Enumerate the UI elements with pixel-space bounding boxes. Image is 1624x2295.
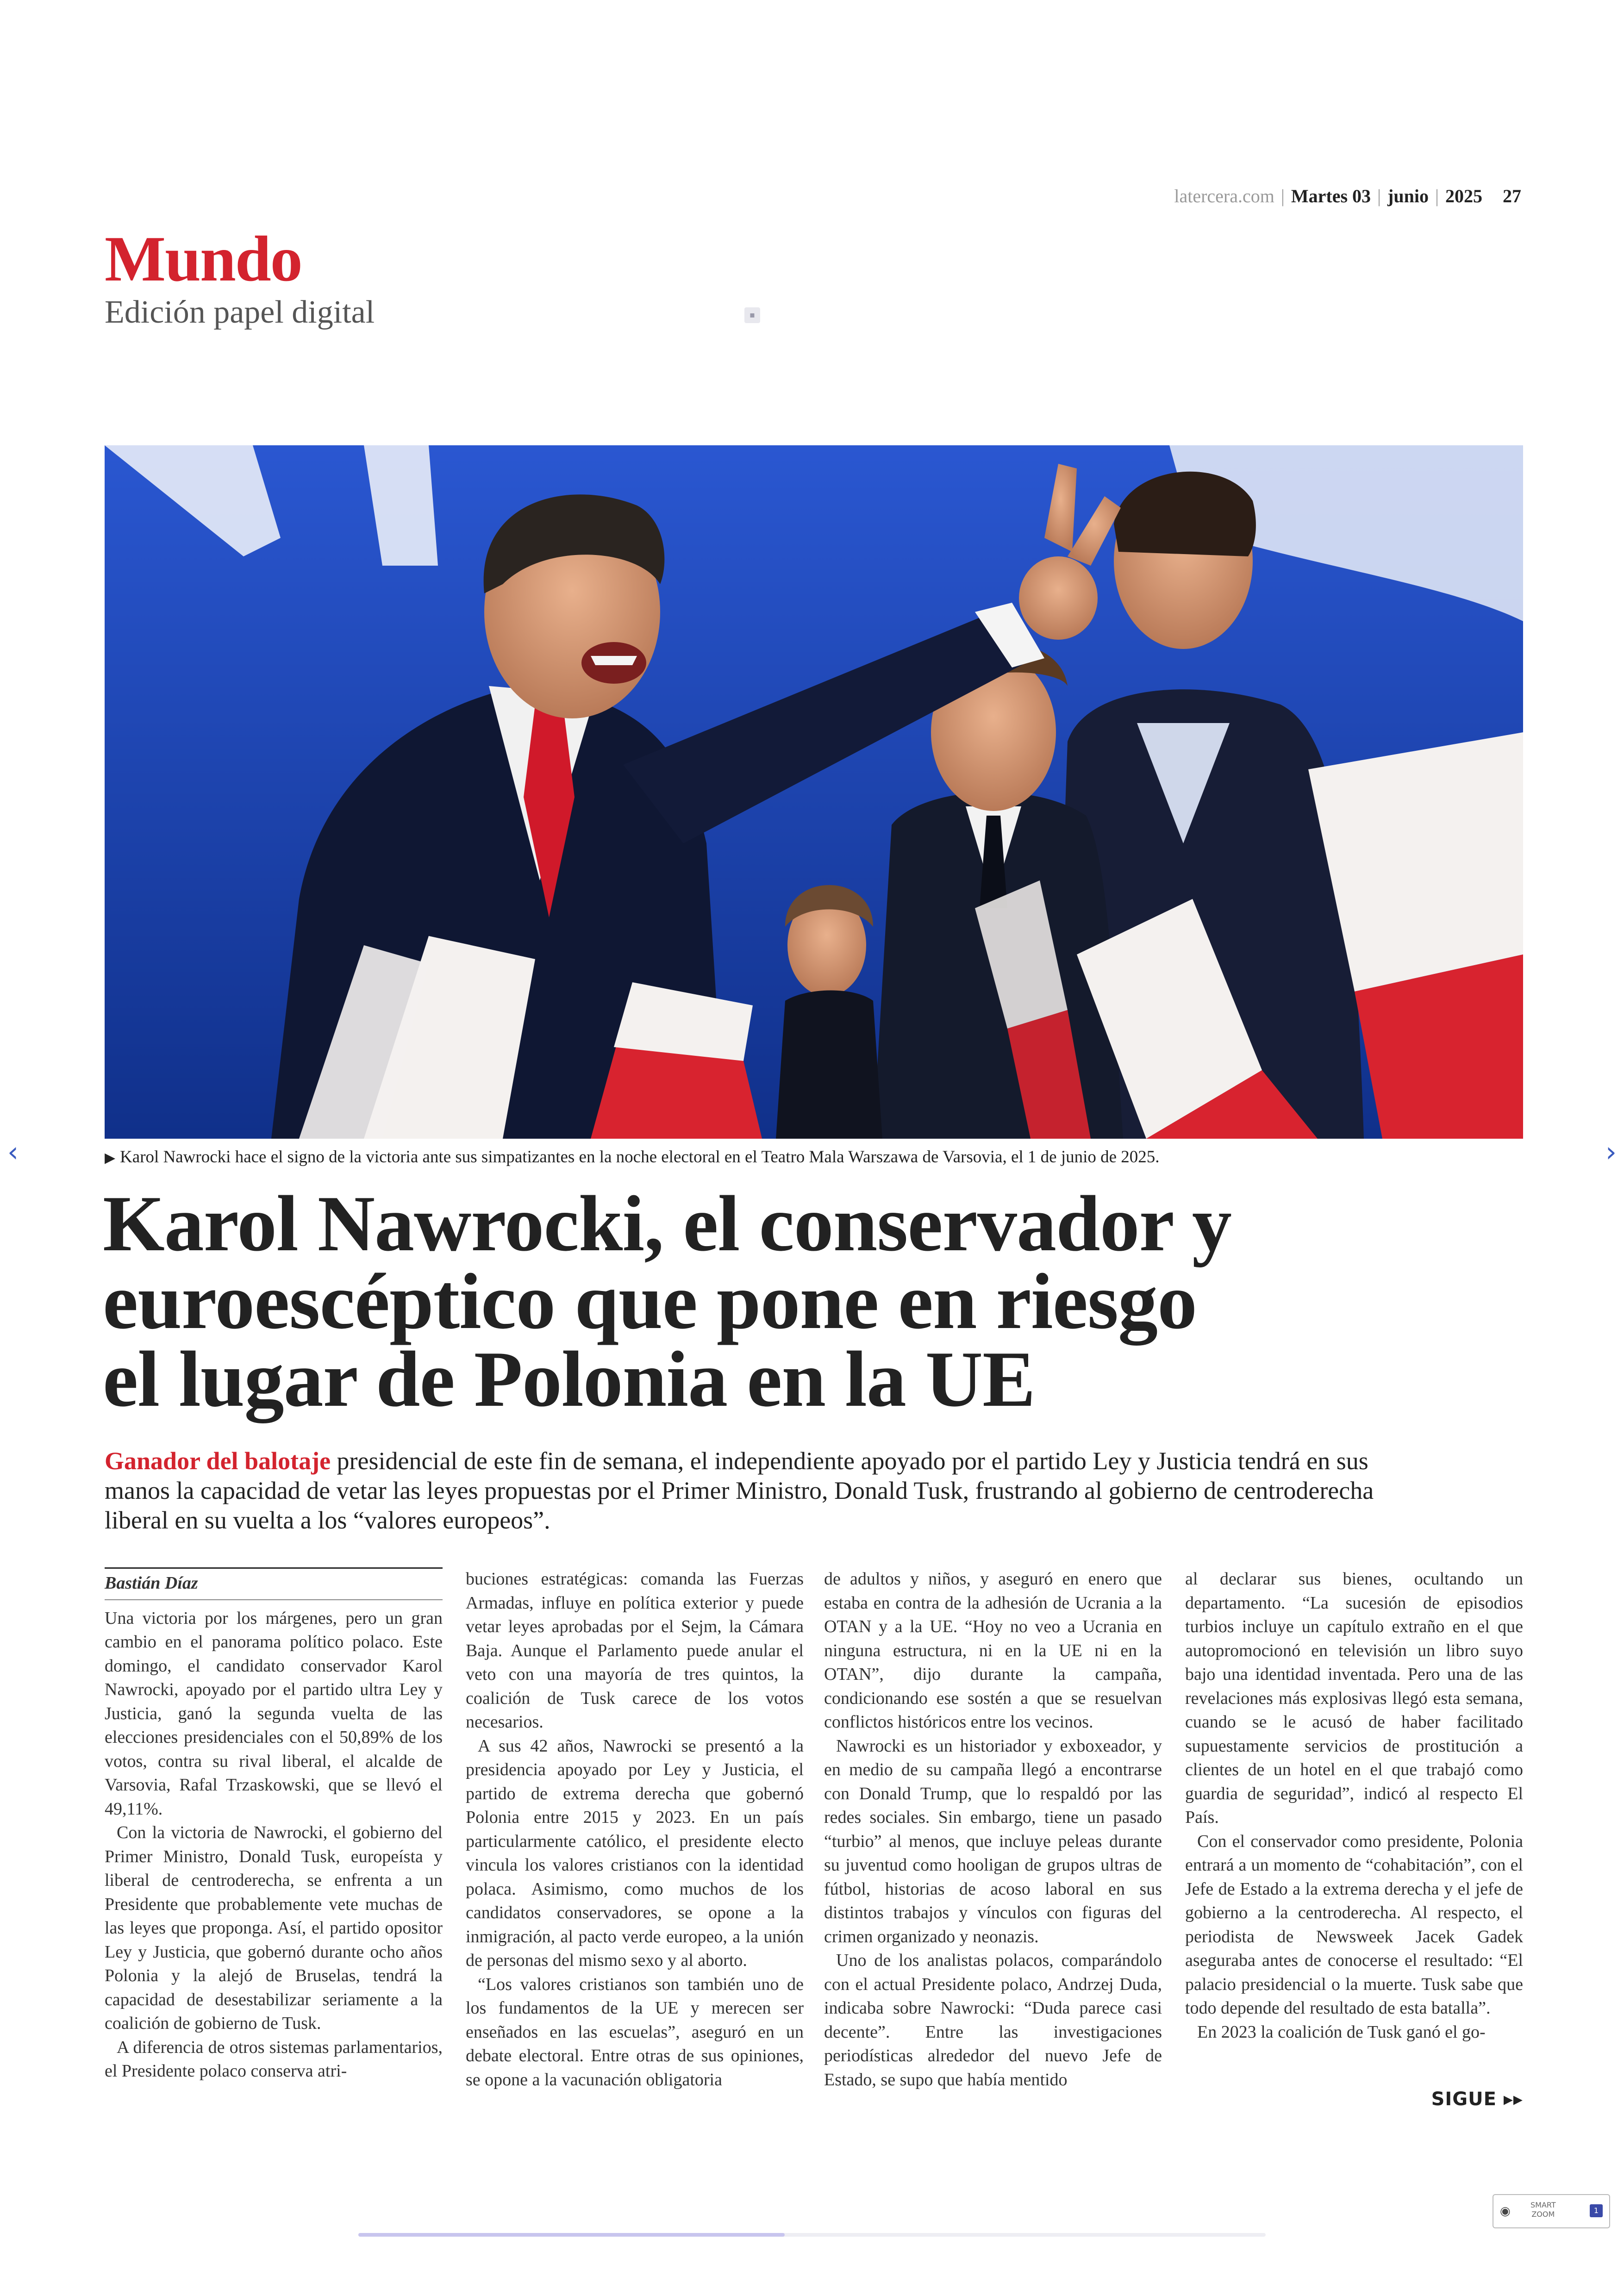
article-headline [103, 1180, 1445, 1423]
caption-marker-icon: ▶ [105, 1150, 116, 1166]
site-name[interactable]: latercera.com [1174, 186, 1274, 206]
paragraph: Con la victoria de Nawrocki, el gobierno del Primer Ministro, Donald Tusk, europeísta y liberal de centroderecha, se enfrenta a un Presidente que probablemente vete muchas de las leyes que proponga. Así, el partido opositor Ley y Justicia, que gobernó durante ocho años Polonia y la alejó de Bruselas, tendrá la capacidad de desestabilizar seriamente a la coalición de gobierno de Tusk. [105, 1823, 443, 2033]
paragraph: Uno de los analistas polacos, comparándolo con el actual Presidente polaco, Andrzej Duda, indicaba sobre Nawrocki: “Duda parece casi decente”. Entre las investigaciones periodísticas alrededor del nuevo Jefe de Estado, se supo que había mentido [824, 1951, 1162, 2089]
caption-text: Karol Nawrocki hace el signo de la victoria ante sus simpatizantes en la noche electoral en el Teatro Mala Warszawa de Varsovia, el 1 de junio de 2025. [120, 1148, 1160, 1166]
paragraph: Con el conservador como presidente, Polonia entrará a un momento de “cohabitación”, con el Jefe de Estado a la extrema derecha y el jefe de gobierno a la centroderecha. Al respecto, el periodista de Newsweek Jacek Gadek aseguraba antes de conocerse el resultado: “El palacio presidencial o la muerte. Tusk sabe que todo depende del resultado de esta batalla”. [1185, 1831, 1523, 2018]
paragraph: Nawrocki es un historiador y exboxeador, y en medio de su campaña llegó a encontrarse con Donald Trump, que lo respaldó por las redes sociales. Sin embargo, tiene un pasado “turbio” al menos, que incluye peleas durante su juventud como hooligan de grupos ultras de fútbol, historias de acoso laboral en sus distintos trabajos y vínculos con figuras del crimen organizado y neonazis. [824, 1736, 1162, 1946]
date-day: Martes 03 [1291, 186, 1371, 206]
chevron-right-icon[interactable]: › [1605, 1136, 1617, 1168]
eye-icon: ◉ [1500, 2204, 1511, 2218]
chevron-left-icon[interactable]: ‹ [7, 1136, 19, 1168]
article-column-4 [1185, 1567, 1523, 2044]
reading-progress-bar[interactable] [358, 2233, 1266, 2237]
paragraph: “Los valores cristianos son también uno de los fundamentos de la UE y merecen ser enseñados en las escuelas”, aseguró en un debate electoral. Entre otras de sus opiniones, se opone a la vacunación obligatoria [466, 1974, 804, 2089]
smart-zoom-label: SMART ZOOM [1530, 2201, 1556, 2219]
section-title: Mundo [105, 223, 302, 295]
smart-zoom-button[interactable] [1493, 2194, 1610, 2228]
article-column-3 [824, 1567, 1162, 2092]
paragraph: A diferencia de otros sistemas parlamentarios, el Presidente polaco conserva atri- [105, 2037, 443, 2081]
separator: | [1435, 186, 1439, 206]
paragraph: al declarar sus bienes, ocultando un departamento. “La sucesión de episodios turbios incluye un capítulo extraño en el que autopromocionó en televisión un libro suyo bajo una identidad inventada. Pero una de las revelaciones más explosivas llegó esta semana, cuando se le acusó de haber facilitado supuestamente servicios de prostitución a clientes de un hotel en el que trabajó como guardia de seguridad”, indicó al respecto El País. [1185, 1569, 1523, 1827]
paragraph: de adultos y niños, y aseguró en enero que estaba en contra de la adhesión de Ucrania a la OTAN y a la UE. “Hoy no veo a Ucrania en ninguna estructura, ni en la UE ni en la OTAN”, dijo durante la campaña, condicionando ese sostén a que se resuelvan conflictos históricos entre los vecinos. [824, 1569, 1162, 1732]
photo-caption [105, 1147, 1523, 1167]
section-subtitle: Edición papel digital [105, 294, 375, 330]
photo-illustration [105, 445, 1523, 1139]
headline-line: euroescéptico que pone en riesgo [103, 1258, 1197, 1346]
headline-line: Karol Nawrocki, el conservador y [103, 1180, 1231, 1268]
article-column-2 [466, 1567, 804, 2092]
byline-box [105, 1567, 443, 1600]
byline: Bastián Díaz [105, 1573, 198, 1593]
lead-text: presidencial de este fin de semana, el independiente apoyado por el partido Ley y Justicia tendrá en sus manos la capacidad de vetar las leyes propuestas por el Primer Ministro, Donald Tusk, frustrando al gobierno de centroderecha liberal en su vuelta a los “valores europeos”. [105, 1447, 1374, 1534]
smart-zoom-page-badge: 1 [1590, 2204, 1603, 2217]
separator: | [1280, 186, 1285, 206]
lead-kicker: Ganador del balotaje [105, 1447, 331, 1475]
paragraph: buciones estratégicas: comanda las Fuerzas Armadas, influye en política exterior y puede vetar leyes aprobadas por el Sejm, la Cámara Baja. Aunque el Parlamento puede anular el veto con una mayoría de tres quintos, la coalición de Tusk carece de los votos necesarios. [466, 1569, 804, 1732]
article-lead [105, 1446, 1382, 1535]
paragraph: En 2023 la coalición de Tusk ganó el go- [1197, 2022, 1486, 2042]
paragraph: Una victoria por los márgenes, pero un gran cambio en el panorama político polaco. Este domingo, el candidato conservador Karol Nawrocki, apoyado por el partido ultra Ley y Justicia, ganó la segunda vuelta de las elecciones presidenciales con el 50,89% de los votos, contra su rival liberal, el alcalde de Varsovia, Rafal Trzaskowski, que se llevó el 49,11%. [105, 1608, 443, 1819]
date-month: junio [1387, 186, 1429, 206]
continue-link[interactable]: SIGUE ▸▸ [1431, 2089, 1523, 2110]
page-icon[interactable]: ▪ [744, 307, 760, 323]
separator: | [1377, 186, 1381, 206]
headline-line: el lugar de Polonia en la UE [103, 1335, 1035, 1423]
article-photo [105, 445, 1523, 1139]
masthead [1174, 185, 1521, 207]
paragraph: A sus 42 años, Nawrocki se presentó a la presidencia apoyado por Ley y Justicia, el partido de extrema derecha que gobernó Polonia entre 2015 y 2023. En un país particularmente católico, el presidente electo vincula los valores cristianos con la identidad polaca. Asimismo, como muchos de los candidatos conservadores, se opone a la inmigración, al pacto verde europeo, a la unión de personas del mismo sexo y al aborto. [466, 1736, 804, 1970]
article-column-1 [105, 1567, 443, 2083]
reading-progress-fill [358, 2233, 785, 2237]
date-year: 2025 [1445, 186, 1482, 206]
page-number: 27 [1503, 186, 1521, 206]
